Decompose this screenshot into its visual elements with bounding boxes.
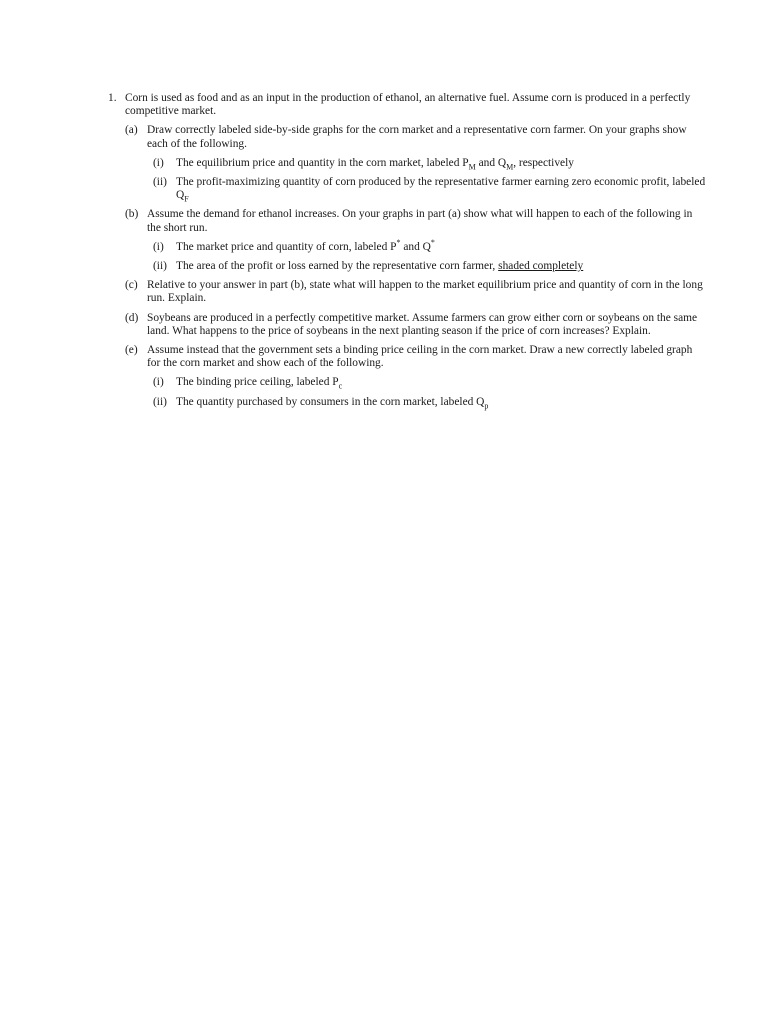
part-e-i-subscript-1: c	[338, 381, 343, 391]
part-a-i-text-3: , respectively	[513, 156, 574, 169]
part-a-i-text-1: The equilibrium price and quantity in the corn market, labeled P	[176, 156, 469, 169]
part-b-ii	[153, 260, 708, 273]
part-a-i-text-2: and Q	[475, 156, 507, 169]
part-b-i-text	[176, 238, 708, 254]
part-e-ii-subscript-1: p	[484, 400, 489, 410]
part-b-ii-underlined-text: shaded completely	[498, 260, 584, 273]
part-b-i	[153, 238, 708, 254]
part-b-i-superscript-2: *	[430, 238, 435, 248]
question-1	[108, 92, 708, 409]
part-d-text: Soybeans are produced in a perfectly competitive market. Assume farmers can grow either corn or soybeans on the same land. What happens to the price of soybeans in the next planting season if the price of corn increases? Explain.	[147, 311, 698, 337]
part-b	[125, 208, 708, 273]
part-a-i	[153, 157, 708, 170]
part-a-i-subscript-1: M	[468, 162, 476, 172]
part-a-ii-label: (ii)	[153, 176, 167, 189]
part-a-ii-text	[176, 176, 708, 202]
part-a	[125, 124, 708, 202]
part-c	[125, 279, 708, 305]
part-e	[125, 344, 708, 409]
part-c-text: Relative to your answer in part (b), state what will happen to the market equilibrium price and quantity of corn in the long run. Explain.	[147, 279, 703, 305]
part-a-body	[147, 124, 708, 202]
part-a-ii-text-1: The profit-maximizing quantity of corn produced by the representative farmer earning zero economic profit, labeled Q	[176, 176, 706, 202]
part-b-ii-text	[176, 260, 708, 273]
part-b-i-label: (i)	[153, 240, 164, 253]
part-a-ii	[153, 176, 708, 202]
part-d-label: (d)	[125, 311, 139, 324]
part-e-i-label: (i)	[153, 376, 164, 389]
part-e-body	[147, 344, 708, 409]
part-c-body	[147, 279, 708, 305]
part-d	[125, 312, 708, 338]
part-b-i-text-2: and Q	[400, 240, 431, 253]
part-e-i	[153, 376, 708, 389]
part-a-text: Draw correctly labeled side-by-side graphs for the corn market and a representative corn farmer. On your graphs show each of the following.	[147, 124, 687, 150]
question-header	[108, 92, 708, 118]
part-b-i-text-1: The market price and quantity of corn, labeled P	[176, 240, 397, 253]
part-a-i-label: (i)	[153, 156, 164, 169]
part-b-subitems	[147, 238, 708, 273]
part-a-subitems	[147, 157, 708, 203]
question-text: Corn is used as food and as an input in the production of ethanol, an alternative fuel. Assume corn is produced in a perfectly competitive market.	[125, 92, 691, 118]
part-a-i-text	[176, 157, 708, 170]
part-d-body	[147, 312, 708, 338]
part-e-ii-text-1: The quantity purchased by consumers in the corn market, labeled Q	[176, 395, 485, 408]
part-e-i-text-1: The binding price ceiling, labeled P	[176, 376, 339, 389]
part-b-body	[147, 208, 708, 273]
part-e-ii-text	[176, 396, 708, 409]
part-a-label: (a)	[125, 124, 138, 137]
part-b-i-superscript-1: *	[396, 238, 401, 248]
part-b-label: (b)	[125, 208, 139, 221]
part-c-label: (c)	[125, 279, 138, 292]
part-a-i-subscript-2: M	[506, 162, 514, 172]
part-e-ii	[153, 396, 708, 409]
question-number: 1.	[108, 92, 117, 104]
part-a-ii-subscript-1: F	[184, 194, 189, 204]
part-e-text: Assume instead that the government sets a binding price ceiling in the corn market. Draw a new correctly labeled graph for the corn market and show each of the following.	[147, 344, 693, 370]
part-e-label: (e)	[125, 344, 138, 357]
part-e-i-text	[176, 376, 708, 389]
part-b-ii-label: (ii)	[153, 260, 167, 273]
part-e-ii-label: (ii)	[153, 395, 167, 408]
part-e-subitems	[147, 376, 708, 408]
part-b-ii-text-1: The area of the profit or loss earned by the representative corn farmer,	[176, 260, 499, 273]
part-b-text: Assume the demand for ethanol increases. On your graphs in part (a) show what will happen to each of the following in the short run.	[147, 208, 693, 234]
